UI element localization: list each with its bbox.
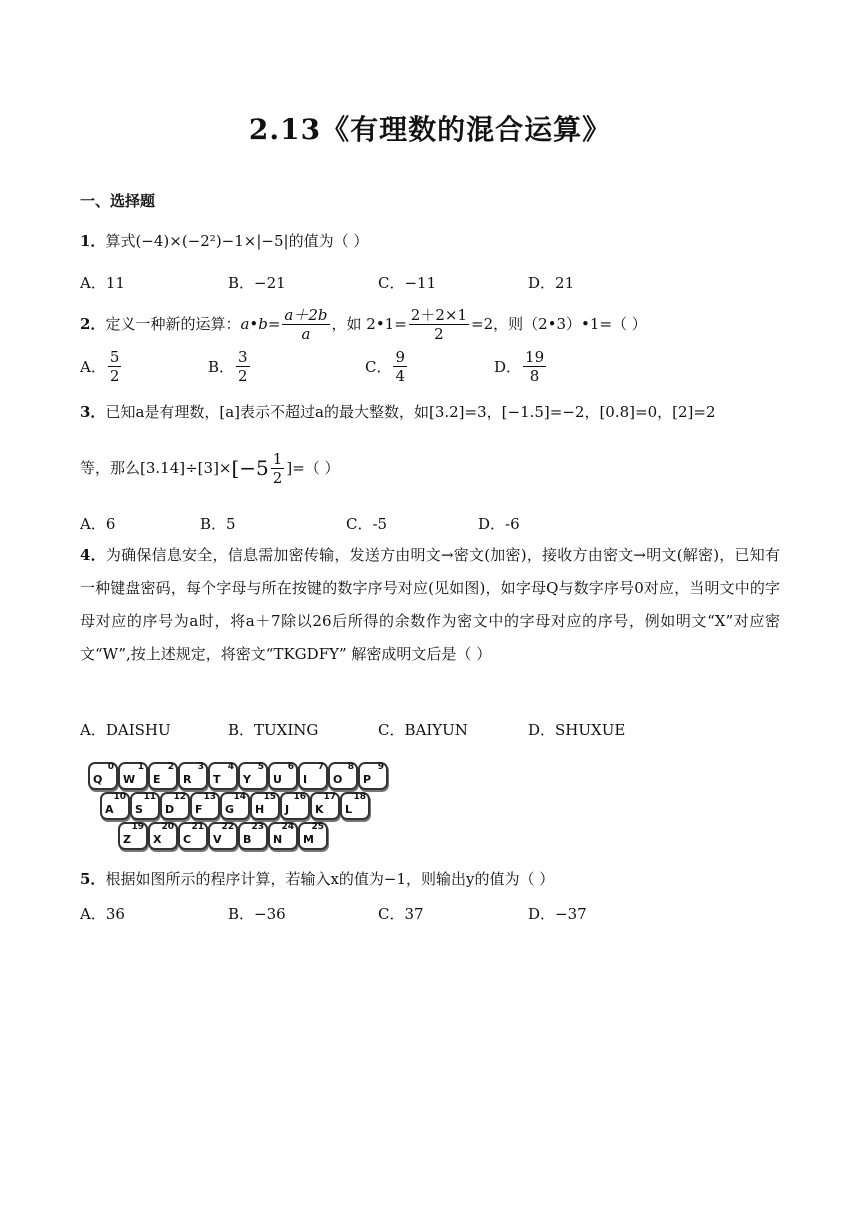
- key-letter: X: [153, 833, 162, 846]
- keyboard-key-s: [130, 792, 160, 820]
- option-b[interactable]: B．5: [200, 515, 236, 533]
- key-letter: J: [285, 803, 290, 816]
- key-number: 6: [287, 762, 294, 772]
- key-number: 18: [353, 792, 366, 802]
- question-lead: 算式: [105, 232, 136, 250]
- question-number: 4．: [80, 546, 106, 564]
- keyboard-key-x: [148, 822, 178, 850]
- option-a[interactable]: A．6: [80, 515, 116, 533]
- option-d[interactable]: D．SHUXUE: [528, 721, 626, 739]
- key-letter: C: [183, 833, 192, 846]
- key-letter: A: [105, 803, 114, 816]
- key-number: 22: [221, 822, 234, 832]
- keyboard-key-n: [268, 822, 298, 850]
- key-letter: O: [333, 773, 343, 786]
- key-number: 4: [227, 762, 234, 772]
- fraction: $\frac{2+2\times 1}{2}$: [410, 305, 467, 343]
- keyboard-key-k: [310, 792, 340, 820]
- key-number: 5: [257, 762, 264, 772]
- question-tail: 的值为（ ）: [288, 232, 369, 250]
- question-line-1: 已知a是有理数，[a]表示不超过a的最大整数，如[3.2]=3，[−1.5]=−2，[0.8]=0，[2]=2: [105, 403, 716, 421]
- question-3: [80, 402, 715, 422]
- question-lead: 定义一种新的运算：: [105, 315, 241, 333]
- key-number: 25: [311, 822, 324, 832]
- key-number: 12: [173, 792, 186, 802]
- key-number: 15: [263, 792, 276, 802]
- question-text: 为确保信息安全，信息需加密传输，发送方由明文→密文(加密)，接收方由密文→明文(解密)，已知有一种键盘密码，每个字母与所在按键的数字序号对应(见如图)，如字母Q与数字序号0对应，当明文中的字母对应的序号为a时，将a＋7除以26后所得的余数作为密文中的字母对应的序号，例如明文“X”对应密文“W”,按上述规定，将密文“TKGDFY” 解密成明文后是（ ）: [80, 546, 780, 663]
- page-title: 2.13《有理数的混合运算》: [248, 113, 612, 146]
- question-2: [80, 302, 647, 346]
- key-letter: T: [213, 773, 221, 786]
- option-a[interactable]: A．DAISHU: [80, 721, 171, 739]
- question-4: [80, 539, 780, 671]
- question-5: [80, 869, 554, 889]
- key-number: 14: [233, 792, 246, 802]
- key-number: 13: [203, 792, 216, 802]
- key-letter: I: [303, 773, 308, 786]
- key-letter: N: [273, 833, 283, 846]
- key-letter: H: [255, 803, 265, 816]
- section-heading: 一、选择题: [80, 192, 156, 210]
- key-number: 17: [323, 792, 336, 802]
- key-letter: K: [315, 803, 324, 816]
- key-letter: R: [183, 773, 192, 786]
- key-letter: P: [363, 773, 372, 786]
- option-b[interactable]: B．−21: [228, 274, 286, 292]
- key-letter: L: [345, 803, 353, 816]
- option-d[interactable]: D．-6: [478, 515, 520, 533]
- question-number: 2．: [80, 315, 106, 333]
- question-lead: 等，那么[3.14]÷[3]×: [80, 459, 232, 477]
- keyboard-key-d: [160, 792, 190, 820]
- question-number: 5．: [80, 870, 106, 888]
- key-number: 1: [137, 762, 144, 772]
- option-a[interactable]: A． $\frac{5}{2}$: [80, 348, 120, 385]
- option-b[interactable]: B． $\frac{3}{2}$: [208, 348, 248, 385]
- option-c[interactable]: C．BAIYUN: [378, 721, 468, 739]
- question-tail: ]=（ ）: [286, 459, 340, 477]
- key-letter: Z: [123, 833, 131, 846]
- question-tail: =2，则（2•3）•1=（ ）: [471, 315, 647, 333]
- keyboard-figure: [88, 760, 393, 852]
- key-number: 16: [293, 792, 306, 802]
- keyboard-key-p: [358, 762, 388, 790]
- bracket-open: [−5: [231, 456, 269, 480]
- key-letter: D: [165, 803, 175, 816]
- key-letter: W: [123, 773, 136, 786]
- key-number: 23: [251, 822, 264, 832]
- keyboard-key-g: [220, 792, 250, 820]
- key-letter: F: [195, 803, 203, 816]
- math-expression: (−4)×(−2²)−1×|−5|: [135, 232, 289, 250]
- question-mid: ，如 2•1=: [331, 315, 407, 333]
- fraction: $\frac{a+2b}{a}$: [284, 305, 328, 343]
- key-number: 19: [131, 822, 144, 832]
- question-1: [80, 231, 368, 251]
- option-b[interactable]: B．−36: [228, 905, 286, 923]
- option-c[interactable]: C．-5: [346, 515, 388, 533]
- keyboard-key-t: [208, 762, 238, 790]
- key-number: 20: [161, 822, 174, 832]
- option-a[interactable]: A．11: [80, 274, 125, 292]
- keyboard-key-v: [208, 822, 238, 850]
- keyboard-key-o: [328, 762, 358, 790]
- key-letter: E: [153, 773, 161, 786]
- keyboard-key-w: [118, 762, 148, 790]
- keyboard-key-e: [148, 762, 178, 790]
- option-c[interactable]: C． $\frac{9}{4}$: [365, 348, 406, 385]
- option-a[interactable]: A．36: [80, 905, 125, 923]
- keyboard-key-j: [280, 792, 310, 820]
- keyboard-key-u: [268, 762, 298, 790]
- keyboard-key-a: [100, 792, 130, 820]
- key-number: 3: [197, 762, 204, 772]
- operation-label: a•b=: [240, 315, 281, 333]
- key-letter: S: [135, 803, 143, 816]
- option-b[interactable]: B．TUXING: [228, 721, 319, 739]
- key-letter: G: [225, 803, 235, 816]
- keyboard-key-l: [340, 792, 370, 820]
- question-number: 3．: [80, 403, 106, 421]
- keyboard-key-z: [118, 822, 148, 850]
- key-number: 9: [377, 762, 384, 772]
- keyboard-key-f: [190, 792, 220, 820]
- key-letter: U: [273, 773, 282, 786]
- keyboard-key-b: [238, 822, 268, 850]
- key-number: 10: [113, 792, 126, 802]
- key-letter: M: [303, 833, 314, 846]
- keyboard-key-y: [238, 762, 268, 790]
- key-number: 7: [317, 762, 324, 772]
- keyboard-key-i: [298, 762, 328, 790]
- key-number: 11: [143, 792, 156, 802]
- key-number: 21: [191, 822, 204, 832]
- fraction: $\frac{1}{2}$: [272, 449, 283, 487]
- key-letter: Q: [93, 773, 103, 786]
- keyboard-key-c: [178, 822, 208, 850]
- key-letter: B: [243, 833, 252, 846]
- option-d[interactable]: D．−37: [528, 905, 587, 923]
- option-c[interactable]: C．−11: [378, 274, 437, 292]
- key-letter: V: [213, 833, 222, 846]
- keyboard-key-m: [298, 822, 328, 850]
- option-d[interactable]: D． $\frac{19}{8}$: [494, 348, 545, 385]
- question-number: 1．: [80, 232, 106, 250]
- keyboard-key-h: [250, 792, 280, 820]
- question-text: 根据如图所示的程序计算，若输入x的值为−1，则输出y的值为（ ）: [105, 870, 555, 888]
- option-d[interactable]: D．21: [528, 274, 575, 292]
- key-letter: Y: [243, 773, 251, 786]
- key-number: 0: [107, 762, 114, 772]
- key-number: 24: [281, 822, 294, 832]
- key-number: 8: [347, 762, 354, 772]
- question-3-line-2: [80, 448, 340, 488]
- keyboard-key-q: [88, 762, 118, 790]
- key-number: 2: [167, 762, 174, 772]
- option-c[interactable]: C．37: [378, 905, 424, 923]
- keyboard-key-r: [178, 762, 208, 790]
